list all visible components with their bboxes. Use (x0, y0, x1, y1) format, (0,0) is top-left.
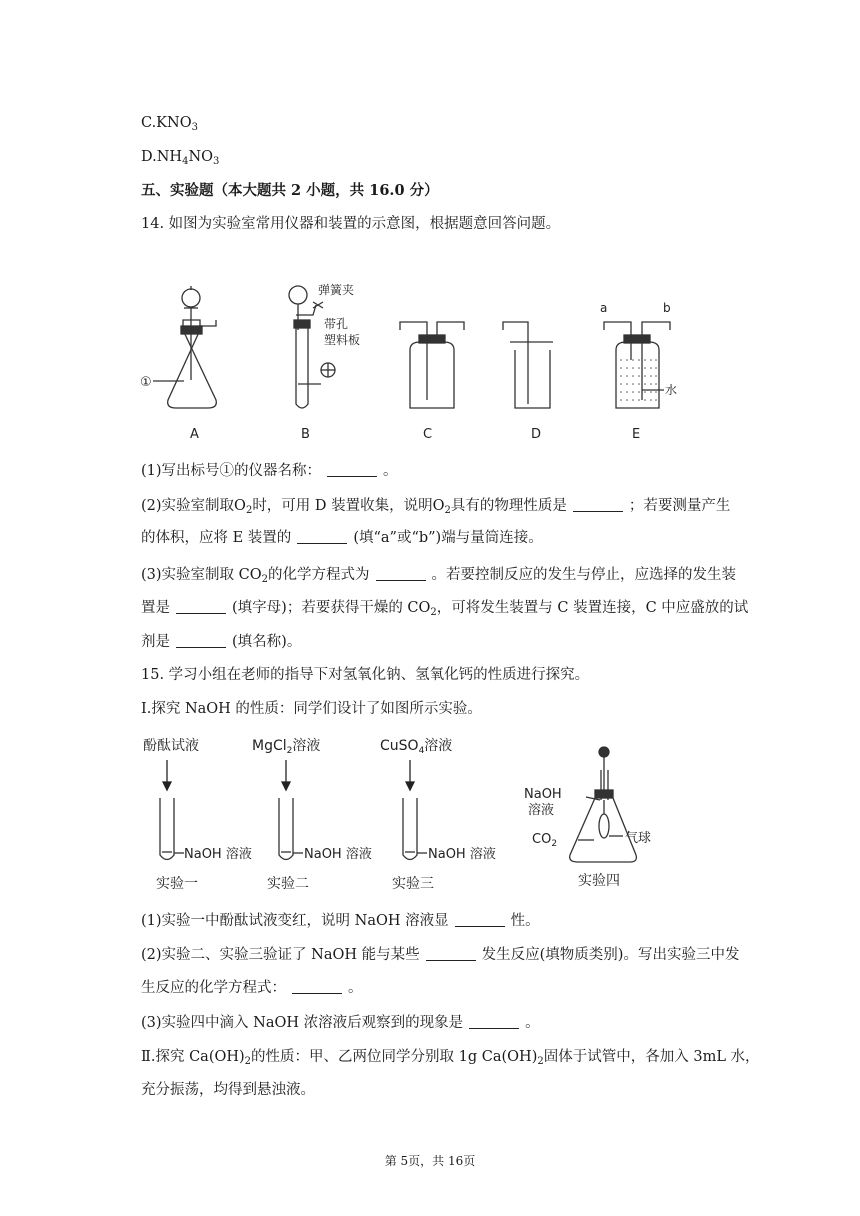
q15-part2-line2: 充分振荡，均得到悬浊液。 (141, 1082, 315, 1098)
q14-part3-line1: (3)实验室制取 $CO_2$的化学方程式为 。若要控制反应的发生与停止，应选择的发生装 (141, 567, 737, 585)
q15-experiment-figure (138, 730, 698, 895)
apparatus-b (289, 286, 335, 408)
label-b: B (301, 427, 310, 442)
exp3-label: 实验三 (392, 876, 434, 892)
option-d: $D.NH_4NO_3$ (141, 149, 220, 167)
answer-blank[interactable] (455, 912, 505, 927)
naoh-label-1: NaOH 溶液 (184, 847, 252, 862)
q14-part1: (1)写出标号①的仪器名称： 。 (141, 463, 398, 479)
q15-part1-q1: (1)实验一中酚酞试液变红，说明 NaOH 溶液显 性。 (141, 913, 540, 929)
plate-label-1: 带孔 (324, 317, 349, 331)
label-d: D (531, 427, 542, 442)
naoh-label-3: NaOH 溶液 (428, 847, 496, 862)
q15-part1-q3: (3)实验四中滴入 NaOH 浓溶液后观察到的现象是 。 (141, 1015, 540, 1031)
label-e: E (632, 427, 641, 442)
answer-blank[interactable] (327, 462, 377, 477)
q14-stem: 14. 如图为实验室常用仪器和装置的示意图，根据题意回答问题。 (141, 216, 561, 232)
q14-part3-line2: 置是 (填字母)；若要获得干燥的 $CO_2$，可将发生装置与 C 装置连接，C 中应盛放的试 (141, 600, 749, 618)
answer-blank[interactable] (176, 599, 226, 614)
reagent-mgcl2: MgCl$_2$溶液 (252, 738, 321, 756)
answer-blank[interactable] (176, 633, 226, 648)
naoh-label-2: NaOH 溶液 (304, 847, 372, 862)
water-label: 水 (665, 383, 678, 397)
q15-part2-line1: Ⅱ.探究 $Ca(OH)_2$的性质：甲、乙两位同学分别取 1g $Ca(OH)_2$固体于试管中，各加入 3mL 水， (141, 1049, 760, 1067)
e-label-a: a (600, 301, 608, 315)
apparatus-a (153, 286, 216, 408)
label-c: C (423, 427, 433, 442)
q14-part3-line3: 剂是 (填名称)。 (141, 634, 302, 650)
answer-blank[interactable] (469, 1014, 519, 1029)
option-c: $C.KNO_3$ (141, 115, 198, 133)
answer-blank[interactable] (292, 979, 342, 994)
q15-part1-intro: Ⅰ.探究 NaOH 的性质：同学们设计了如图所示实验。 (141, 701, 482, 717)
apparatus-c (400, 322, 464, 408)
exp1-label: 实验一 (156, 876, 198, 892)
q14-apparatus-figure (138, 270, 698, 450)
exp4-naoh-label-2: 溶液 (528, 803, 555, 818)
answer-blank[interactable] (297, 529, 347, 544)
drop-arrows (163, 760, 414, 790)
exp4-naoh-label-1: NaOH (524, 787, 562, 802)
balloon-label: 气球 (625, 831, 652, 846)
exp4-co2-label: $CO_2$ (532, 832, 558, 849)
label-a: A (190, 427, 199, 442)
spring-clip-label: 弹簧夹 (318, 283, 355, 297)
answer-blank[interactable] (426, 946, 476, 961)
exp2-label: 实验二 (267, 876, 309, 892)
q14-part2-line2: 的体积，应将 E 装置的 (填“a”或“b”)端与量筒连接。 (141, 530, 543, 546)
exp4-label: 实验四 (578, 873, 620, 889)
water-pattern (620, 359, 657, 401)
q15-part1-q2-line1: (2)实验二、实验三验证了 NaOH 能与某些 发生反应(填物质类别)。写出实验三中发 (141, 947, 740, 963)
q15-part1-q2-line2: 生反应的化学方程式： 。 (141, 980, 363, 996)
reagent-cuso4: CuSO$_4$溶液 (380, 738, 453, 756)
e-label-b: b (663, 301, 671, 315)
page-footer: 第 5页，共 16页 (384, 1154, 476, 1168)
marker-1: ① (140, 375, 152, 390)
q15-stem: 15. 学习小组在老师的指导下对氢氧化钠、氢氧化钙的性质进行探究。 (141, 667, 590, 683)
reagent-phenolphthalein: 酚酞试液 (143, 738, 199, 754)
q14-part2-line1: (2)实验室制取$O_2$时，可用 D 装置收集，说明$O_2$具有的物理性质是 ；若要测量产生 (141, 498, 731, 516)
answer-blank[interactable] (376, 566, 426, 581)
answer-blank[interactable] (573, 497, 623, 512)
plate-label-2: 塑料板 (324, 333, 361, 347)
apparatus-d (503, 322, 553, 408)
apparatus-e (604, 322, 670, 408)
section-title: 五、实验题（本大题共 2 小题，共 16.0 分） (141, 182, 439, 199)
